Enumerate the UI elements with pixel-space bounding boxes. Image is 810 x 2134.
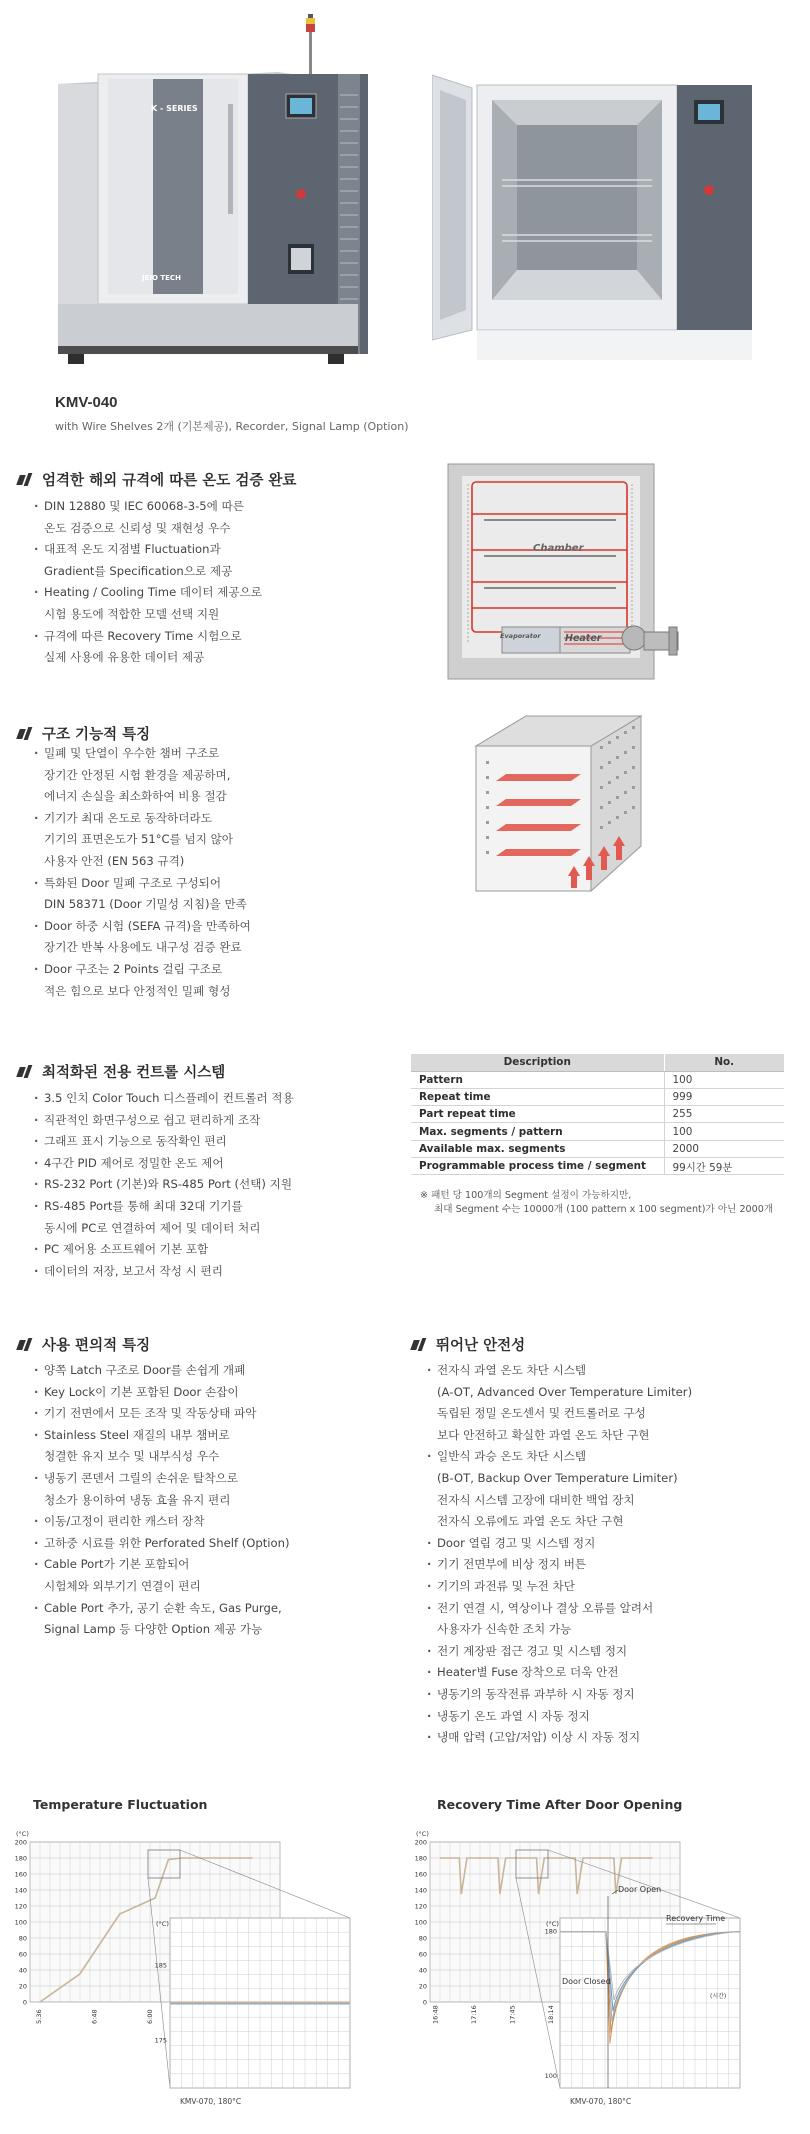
list-item: · 이동/고정이 편리한 캐스터 장착 bbox=[32, 1511, 289, 1533]
list-item: · 밀폐 및 단열이 우수한 챔버 구조로 장기간 안정된 시험 환경을 제공하며, 에너지 손실을 최소화하여 비용 절감 bbox=[32, 743, 251, 808]
y-tick-label: 160 bbox=[414, 1870, 427, 1879]
list-item: · 4구간 PID 제어로 정밀한 온도 제어 bbox=[32, 1153, 294, 1175]
y-axis-unit: (°C) bbox=[16, 1830, 29, 1838]
y-tick-label: 20 bbox=[18, 1982, 27, 1991]
list-item: · 냉동기의 동작전류 과부하 시 자동 정지 bbox=[425, 1684, 692, 1706]
safety-list bbox=[425, 1360, 692, 1749]
table-row: Max. segments / pattern 100 bbox=[411, 1123, 784, 1140]
list-item: · PC 제어용 소프트웨어 기본 포함 bbox=[32, 1239, 294, 1261]
list-item: · Door 구조는 2 Points 걸림 구조로 적은 힘으로 보다 안정적인 밀폐 형성 bbox=[32, 959, 251, 1002]
list-item: · Door 열림 경고 및 시스템 정지 bbox=[425, 1533, 692, 1555]
y-tick-label: 180 bbox=[14, 1854, 27, 1863]
table-row: Repeat time 999 bbox=[411, 1088, 784, 1105]
list-item: · Cable Port가 기본 포함되어 시험체와 외부기기 연결이 편리 bbox=[32, 1554, 289, 1597]
inset-caption: KMV-070, 180°C bbox=[570, 2097, 632, 2106]
y-axis-unit: (°C) bbox=[416, 1830, 429, 1838]
table-row: Available max. segments 2000 bbox=[411, 1140, 784, 1157]
y-tick-label: 120 bbox=[414, 1902, 427, 1911]
inset-y-tick-label: 100 bbox=[544, 2072, 557, 2081]
structure-list bbox=[32, 743, 251, 1002]
chart-title-recovery: Recovery Time After Door Opening bbox=[437, 1797, 683, 1812]
section-bullet-icon bbox=[412, 1338, 428, 1351]
annotation-recovery-time: Recovery Time bbox=[666, 1914, 726, 1923]
y-tick-label: 160 bbox=[14, 1870, 27, 1879]
brand-label: JEIO TECH bbox=[142, 274, 181, 282]
y-tick-label: 200 bbox=[14, 1838, 27, 1847]
annotation-door-closed: Door Closed bbox=[562, 1977, 611, 1986]
y-tick-label: 120 bbox=[14, 1902, 27, 1911]
diagram-label-chamber: Chamber bbox=[533, 543, 584, 554]
diagram-label-evaporator: Evaporator bbox=[500, 632, 541, 640]
inset-caption: KMV-070, 180°C bbox=[180, 2097, 242, 2106]
table-note: ※ 패턴 당 100개의 Segment 설정이 가능하지만, 최대 Segment 수는 10000개 (100 pattern x 100 segment)가 아닌 2000개 bbox=[420, 1190, 774, 1215]
verification-list bbox=[32, 496, 262, 669]
inset-x-unit: (시간) bbox=[710, 1993, 727, 2000]
section-bullet-icon bbox=[18, 473, 34, 486]
controller-list bbox=[32, 1088, 294, 1282]
chamber-airflow-diagram bbox=[444, 462, 684, 682]
x-tick-label: 16:48 bbox=[431, 2005, 440, 2024]
inset-y-tick-label: 180 bbox=[544, 1927, 557, 1936]
section-structure-title: 구조 기능적 특징 bbox=[18, 723, 150, 744]
y-tick-label: 0 bbox=[22, 1998, 27, 2007]
list-item: · 양쪽 Latch 구조로 Door를 손쉽게 개폐 bbox=[32, 1360, 289, 1382]
section-bullet-icon bbox=[18, 727, 34, 740]
chart-title-fluctuation: Temperature Fluctuation bbox=[33, 1797, 208, 1812]
y-tick-label: 100 bbox=[414, 1918, 427, 1927]
y-tick-label: 40 bbox=[418, 1966, 427, 1975]
x-tick-label: 17:45 bbox=[508, 2005, 517, 2024]
list-item: · 일반식 과승 온도 차단 시스템 (B-OT, Backup Over Temperature Limiter) 전자식 시스템 고장에 대비한 백업 장치 전자식 오류에도 과열 온도 차단 구현 bbox=[425, 1446, 692, 1532]
series-badge: K - SERIES bbox=[151, 104, 198, 113]
section-bullet-icon bbox=[18, 1065, 34, 1078]
table-header-row bbox=[411, 1054, 784, 1071]
product-photo-closed bbox=[48, 14, 378, 384]
list-item: · 규격에 따른 Recovery Time 시험으로 실제 사용에 유용한 데이터 제공 bbox=[32, 626, 262, 669]
table-header-no: No. bbox=[664, 1054, 784, 1071]
x-tick-label: 6:00 bbox=[146, 2009, 155, 2024]
list-item: · Heating / Cooling Time 데이터 제공으로 시험 용도에 적합한 모델 선택 지원 bbox=[32, 582, 262, 625]
list-item: · 고하중 시료를 위한 Perforated Shelf (Option) bbox=[32, 1533, 289, 1555]
y-tick-label: 80 bbox=[418, 1934, 427, 1943]
list-item: · Key Lock이 기본 포함된 Door 손잡이 bbox=[32, 1382, 289, 1404]
table-header-description: Description bbox=[411, 1054, 664, 1071]
list-item: · RS-232 Port (기본)와 RS-485 Port (선택) 지원 bbox=[32, 1174, 294, 1196]
y-tick-label: 0 bbox=[422, 1998, 427, 2007]
list-item: · 기기의 과전류 및 누전 차단 bbox=[425, 1576, 692, 1598]
x-tick-label: 6:48 bbox=[90, 2009, 99, 2024]
y-tick-label: 60 bbox=[418, 1950, 427, 1959]
list-item: · 데이터의 저장, 보고서 작성 시 편리 bbox=[32, 1261, 294, 1283]
list-item: · Heater별 Fuse 장착으로 더욱 안전 bbox=[425, 1662, 692, 1684]
program-spec-table bbox=[411, 1054, 784, 1175]
annotation-door-open: Door Open bbox=[618, 1885, 662, 1894]
list-item: · Door 하중 시험 (SEFA 규격)을 만족하여 장기간 반복 사용에도 내구성 검증 완료 bbox=[32, 916, 251, 959]
y-tick-label: 200 bbox=[414, 1838, 427, 1847]
section-safety-title: 뛰어난 안전성 bbox=[412, 1334, 525, 1355]
y-tick-label: 20 bbox=[418, 1982, 427, 1991]
list-item: · 냉매 압력 (고압/저압) 이상 시 자동 정지 bbox=[425, 1727, 692, 1749]
section-convenience-title: 사용 편의적 특징 bbox=[18, 1334, 150, 1355]
list-item: · DIN 12880 및 IEC 60068-3-5에 따른 온도 검증으로 신뢰성 및 재현성 우수 bbox=[32, 496, 262, 539]
inset-y-tick-label: 175 bbox=[154, 2036, 167, 2045]
chart-temperature-fluctuation bbox=[10, 1820, 400, 2120]
section-verification-title: 엄격한 해외 규격에 따른 온도 검증 완료 bbox=[18, 469, 296, 490]
inset-y-unit: (°C) bbox=[546, 1920, 559, 1928]
x-tick-label: 5:36 bbox=[35, 2009, 44, 2024]
y-tick-label: 140 bbox=[14, 1886, 27, 1895]
list-item: · 냉동기 온도 과열 시 자동 정지 bbox=[425, 1706, 692, 1728]
list-item: · 대표적 온도 지점별 Fluctuation과 Gradient를 Specification으로 제공 bbox=[32, 539, 262, 582]
list-item: · 그래프 표시 기능으로 동작확인 편리 bbox=[32, 1131, 294, 1153]
table-row: Part repeat time 255 bbox=[411, 1106, 784, 1123]
list-item: · 특화된 Door 밀폐 구조로 구성되어 DIN 58371 (Door 기밀성 지침)을 만족 bbox=[32, 873, 251, 916]
list-item: · 기기 전면부에 비상 정지 버튼 bbox=[425, 1554, 692, 1576]
x-tick-label: 17:16 bbox=[470, 2005, 479, 2024]
inset-y-unit: (°C) bbox=[156, 1920, 169, 1928]
y-tick-label: 80 bbox=[18, 1934, 27, 1943]
diagram-label-heater: Heater bbox=[565, 633, 602, 644]
y-tick-label: 180 bbox=[414, 1854, 427, 1863]
convenience-list bbox=[32, 1360, 289, 1641]
table-row: Pattern 100 bbox=[411, 1071, 784, 1088]
list-item: · 기기 전면에서 모든 조작 및 작동상태 파악 bbox=[32, 1403, 289, 1425]
model-subtitle: with Wire Shelves 2개 (기본제공), Recorder, Signal Lamp (Option) bbox=[55, 420, 409, 433]
model-name: KMV-040 bbox=[55, 394, 118, 411]
list-item: · 직관적인 화면구성으로 쉽고 편리하게 조작 bbox=[32, 1110, 294, 1132]
list-item: · 전기 연결 시, 역상이나 결상 오류를 알려서 사용자가 신속한 조치 가능 bbox=[425, 1598, 692, 1641]
y-tick-label: 100 bbox=[14, 1918, 27, 1927]
list-item: · RS-485 Port를 통해 최대 32대 기기를 동시에 PC로 연결하여 제어 및 데이터 처리 bbox=[32, 1196, 294, 1239]
y-tick-label: 60 bbox=[18, 1950, 27, 1959]
list-item: · 전자식 과열 온도 차단 시스템 (A-OT, Advanced Over Temperature Limiter) 독립된 정밀 온도센서 및 컨트롤러로 구성 보다 안전하고 확실한 과열 온도 차단 구현 bbox=[425, 1360, 692, 1446]
inset-y-tick-label: 185 bbox=[154, 1961, 167, 1970]
y-tick-label: 140 bbox=[414, 1886, 427, 1895]
list-item: · 3.5 인치 Color Touch 디스플레이 컨트롤러 적용 bbox=[32, 1088, 294, 1110]
product-photo-open bbox=[432, 70, 762, 370]
x-tick-label: 18:14 bbox=[547, 2005, 556, 2024]
list-item: · 기기가 최대 온도로 동작하더라도 기기의 표면온도가 51°C를 넘지 않아 사용자 안전 (EN 563 규격) bbox=[32, 808, 251, 873]
list-item: · 전기 계장판 접근 경고 및 시스템 정지 bbox=[425, 1641, 692, 1663]
y-tick-label: 40 bbox=[18, 1966, 27, 1975]
section-bullet-icon bbox=[18, 1338, 34, 1351]
list-item: · 냉동기 콘덴서 그릴의 손쉬운 탈착으로 청소가 용이하여 냉동 효율 유지 편리 bbox=[32, 1468, 289, 1511]
section-controller-title: 최적화된 전용 컨트롤 시스템 bbox=[18, 1061, 225, 1082]
list-item: · Cable Port 추가, 공기 순환 속도, Gas Purge, Signal Lamp 등 다양한 Option 제공 가능 bbox=[32, 1598, 289, 1641]
list-item: · Stainless Steel 재질의 내부 챔버로 청결한 유지 보수 및 내부식성 우수 bbox=[32, 1425, 289, 1468]
table-row: Programmable process time / segment 99시간 59분 bbox=[411, 1157, 784, 1174]
chart-recovery-time bbox=[410, 1820, 800, 2120]
chamber-3d-illustration bbox=[456, 706, 656, 906]
